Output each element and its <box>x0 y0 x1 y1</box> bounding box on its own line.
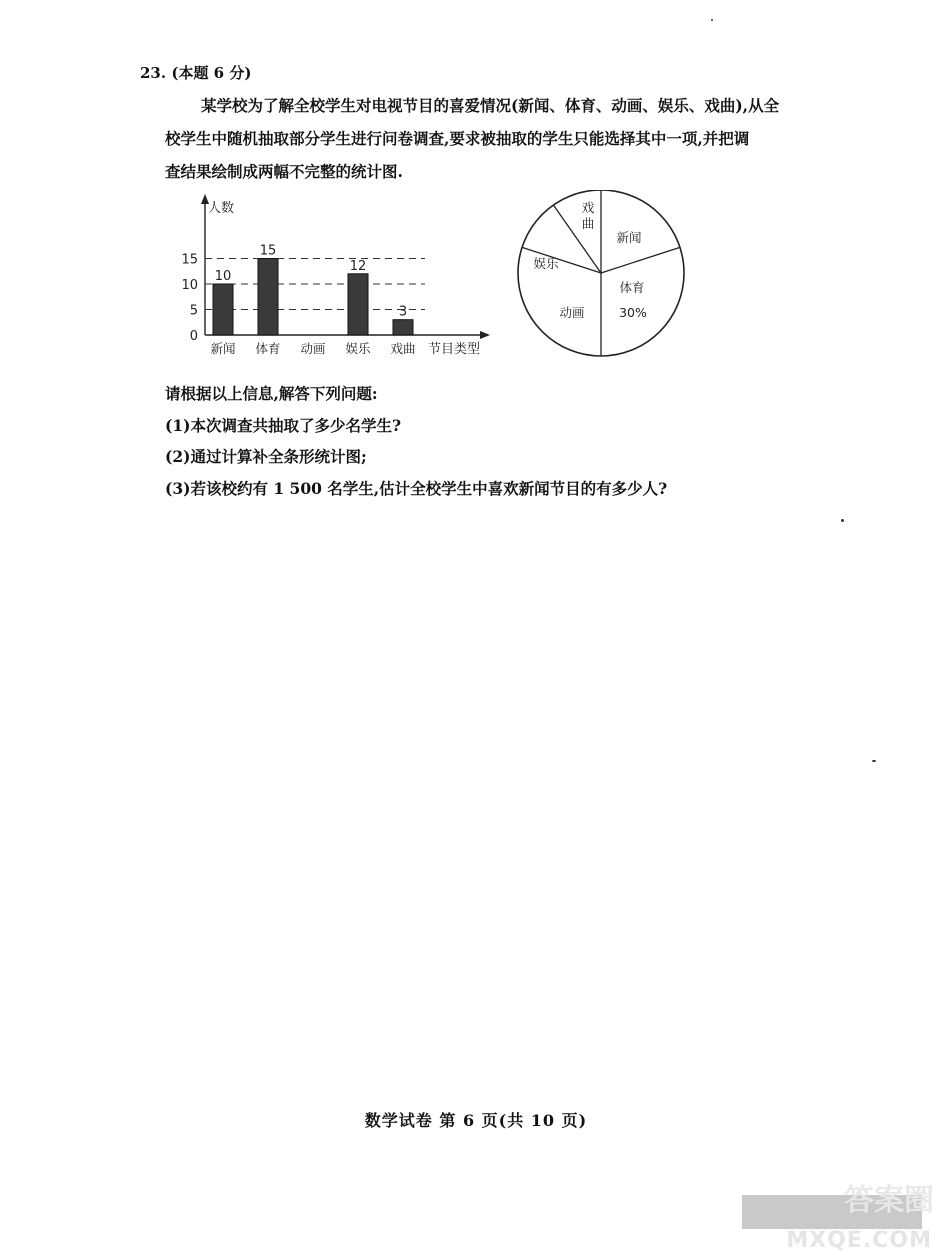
speck <box>711 19 713 21</box>
y-tick-label: 10 <box>181 278 198 293</box>
y-axis-label: 人数 <box>208 201 235 216</box>
question-number: 23. <box>140 64 167 82</box>
pie-slice-label: 新闻 <box>616 230 642 245</box>
question-list <box>165 378 667 504</box>
pie-slice-label: 娱乐 <box>533 256 559 271</box>
x-tick-label: 新闻 <box>210 341 236 356</box>
intro-line: 查结果绘制成两幅不完整的统计图. <box>165 162 403 181</box>
speck <box>872 760 876 762</box>
x-tick-label: 动画 <box>300 341 326 356</box>
subquestion-1: (1)本次调查共抽取了多少名学生? <box>165 415 402 435</box>
x-tick-label: 戏曲 <box>390 341 416 356</box>
question-header <box>140 62 251 83</box>
bar-data-label: 12 <box>349 258 367 274</box>
bar <box>348 274 368 335</box>
bar <box>393 320 413 335</box>
x-tick-label: 娱乐 <box>345 341 371 356</box>
bar <box>258 259 278 336</box>
bar-data-label: 10 <box>214 269 232 284</box>
bar-data-label: 3 <box>398 304 408 320</box>
bar-data-label: 15 <box>259 243 277 259</box>
y-tick-label: 15 <box>181 252 198 268</box>
bar <box>213 284 233 335</box>
subquestion-3: (3)若该校约有 1 500 名学生,估计全校学生中喜欢新闻节目的有多少人? <box>165 478 668 498</box>
pie-slice-label: 动画 <box>559 305 585 320</box>
question-intro <box>165 89 845 188</box>
question-score: (本题 6 分) <box>171 64 252 82</box>
x-axis-label: 节目类型 <box>428 342 481 357</box>
subquestion-2: (2)通过计算补全条形统计图; <box>165 447 367 466</box>
question-prompt: 请根据以上信息,解答下列问题: <box>165 384 378 403</box>
y-tick-label: 5 <box>189 303 198 319</box>
intro-line: 校学生中随机抽取部分学生进行问卷调查,要求被抽取的学生只能选择其中一项,并把调 <box>165 129 750 148</box>
pie-slice-label: 体育 <box>619 280 645 295</box>
pie-slice-label: 曲 <box>581 216 595 231</box>
page-footer: 数学试卷 第 6 页(共 10 页) <box>364 1111 588 1130</box>
y-tick-label: 0 <box>189 329 198 344</box>
x-tick-label: 体育 <box>255 341 281 356</box>
speck <box>841 519 844 522</box>
intro-line: 某学校为了解全校学生对电视节目的喜爱情况(新闻、体育、动画、娱乐、戏曲),从全 <box>201 96 780 115</box>
bar-chart <box>170 190 500 365</box>
watermark-logo: 答案圈 <box>844 1183 934 1218</box>
pie-slice-label: 30% <box>619 305 647 320</box>
pie-chart <box>512 190 692 360</box>
pie-slice-label: 戏 <box>581 200 595 215</box>
watermark-url: MXQE.COM <box>786 1228 932 1253</box>
x-axis-arrow <box>480 331 490 339</box>
